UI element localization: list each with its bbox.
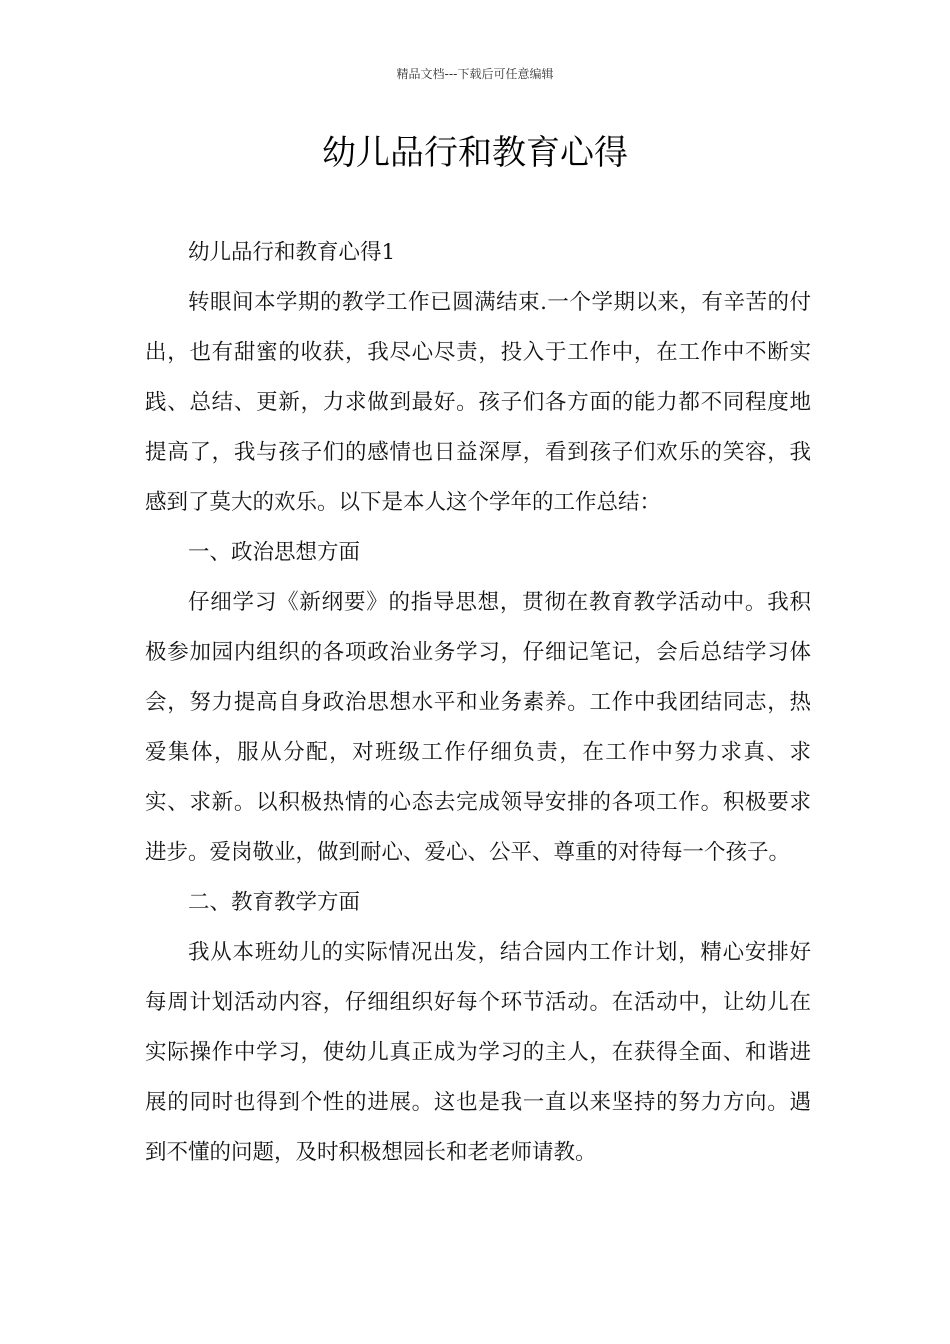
- section-subtitle: 幼儿品行和教育心得1: [188, 240, 396, 265]
- document-title: 幼儿品行和教育心得: [322, 133, 628, 173]
- paragraph-politics: 仔细学习《新纲要》的指导思想，贯彻在教育教学活动中。我积极参加园内组织的各项政治业务学习，仔细记笔记，会后总结学习体会，努力提高自身政治思想水平和业务素养。工作中我团结同志，热爱集体，服从分配，对班级工作仔细负责，在工作中努力求真、求实、求新。以积极热情的心态去完成领导安排的各项工作。积极要求进步。爱岗敬业，做到耐心、爱心、公平、尊重的对待每一个孩子。: [145, 590, 811, 865]
- document-body: [145, 228, 811, 1178]
- paragraph-teaching: 我从本班幼儿的实际情况出发，结合园内工作计划，精心安排好每周计划活动内容，仔细组织好每个环节活动。在活动中，让幼儿在实际操作中学习，使幼儿真正成为学习的主人，在获得全面、和谐进展的同时也得到个性的进展。这也是我一直以来坚持的努力方向。遇到不懂的问题，及时积极想园长和老老师请教。: [145, 940, 811, 1165]
- section-heading-teaching: 二、教育教学方面: [188, 890, 361, 915]
- paragraph-intro: 转眼间本学期的教学工作已圆满结束.一个学期以来，有辛苦的付出，也有甜蜜的收获，我尽心尽责，投入于工作中，在工作中不断实践、总结、更新，力求做到最好。孩子们各方面的能力都不同程度地提高了，我与孩子们的感情也日益深厚，看到孩子们欢乐的笑容，我感到了莫大的欢乐。以下是本人这个学年的工作总结：: [145, 290, 811, 515]
- section-heading-politics: 一、政治思想方面: [188, 540, 361, 565]
- page-header: 精品文档---下载后可任意编辑: [396, 67, 554, 81]
